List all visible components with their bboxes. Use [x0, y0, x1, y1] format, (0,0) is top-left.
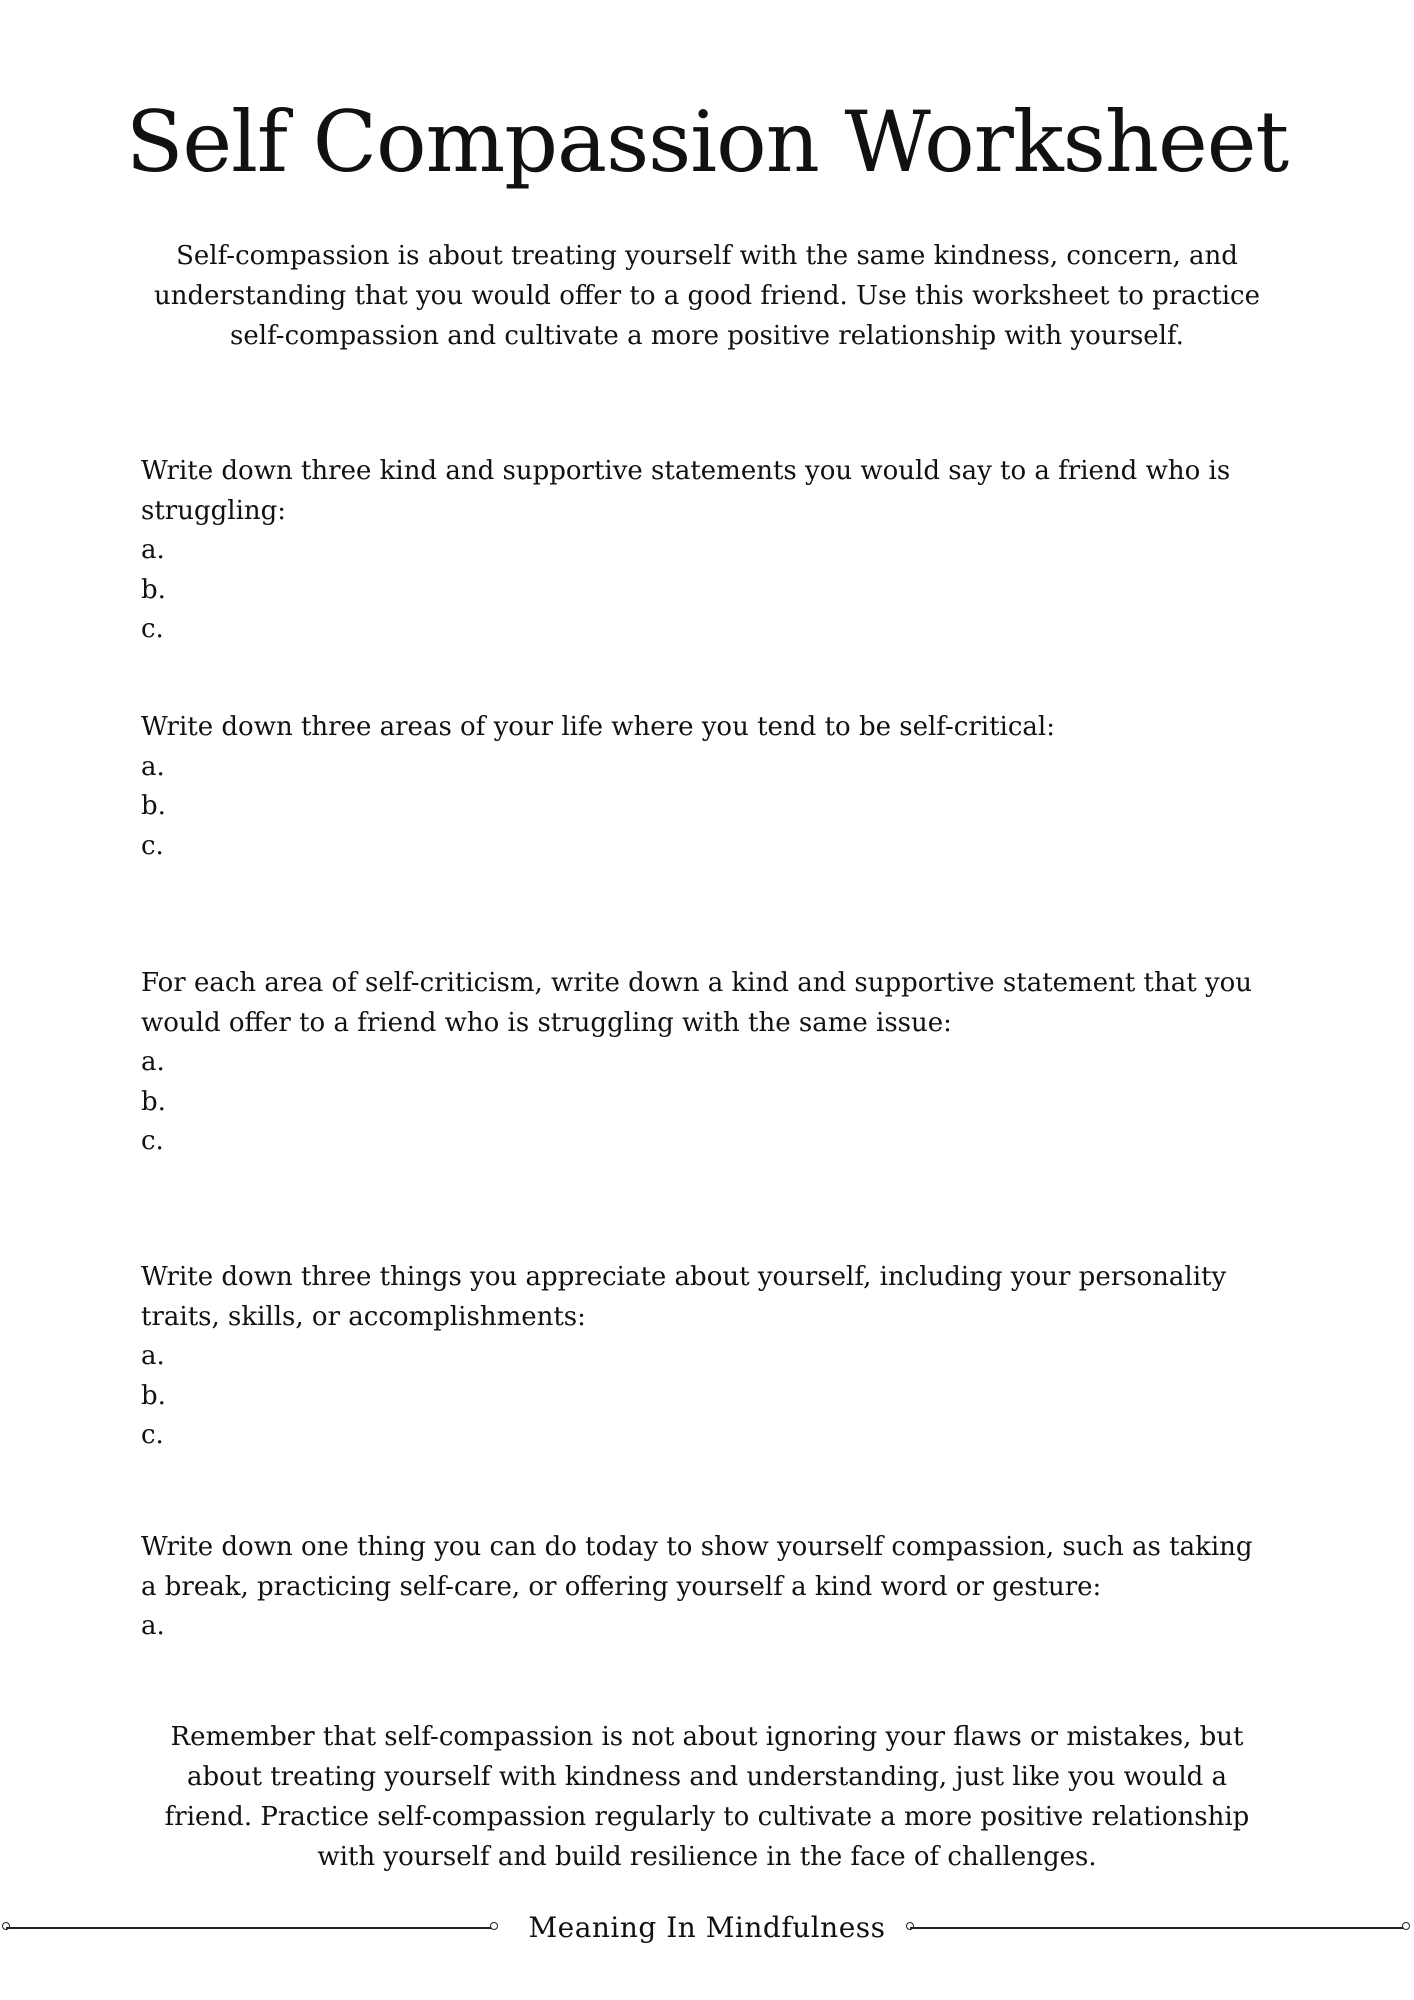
answer-line: b.: [141, 1380, 166, 1411]
answer-line: b.: [141, 791, 166, 821]
worksheet-section-1: [141, 452, 1276, 650]
worksheet-section-3: [141, 964, 1276, 1162]
footer-dot-icon: [490, 1922, 498, 1930]
answer-line: a.: [141, 535, 165, 565]
section-prompt: For each area of self-criticism, write down a kind and supportive statement that you would offer to a friend who is struggling with the same issue:: [141, 968, 1253, 1038]
footer-dot-icon: [906, 1922, 914, 1930]
worksheet-section-4: [141, 1258, 1276, 1456]
footer-brand: Meaning In Mindfulness: [528, 1911, 886, 1944]
answer-line: c.: [141, 614, 164, 644]
worksheet-section-5: [141, 1528, 1276, 1647]
answer-list: [141, 1043, 1276, 1162]
footer: [0, 1908, 1414, 1948]
answer-line: a.: [141, 1047, 165, 1077]
answer-line: a.: [141, 751, 165, 782]
answer-line: c.: [141, 1126, 164, 1156]
closing-paragraph: Remember that self-compassion is not about ignoring your flaws or mistakes, but about treating yourself with kindness and understanding, just like you would a friend. Practice self-compassion regularly to cultivate a more positive relationship with yourself and build resilience in the face of challenges.: [164, 1722, 1250, 1872]
answer-list: [141, 531, 1276, 650]
answer-line: b.: [141, 574, 166, 605]
section-prompt: Write down one thing you can do today to show yourself compassion, such as taking a break, practicing self-care, or offering yourself a kind word or gesture:: [141, 1532, 1253, 1602]
footer-dot-icon: [2, 1922, 10, 1930]
footer-divider-right: [910, 1927, 1404, 1929]
answer-line: b.: [141, 1086, 166, 1117]
section-prompt: Write down three areas of your life where you tend to be self-critical:: [141, 712, 1055, 742]
answer-line: a.: [141, 1611, 165, 1641]
worksheet-section-2: [141, 708, 1276, 866]
answer-line: c.: [141, 830, 164, 861]
footer-dot-icon: [1402, 1922, 1410, 1930]
answer-line: c.: [141, 1420, 164, 1450]
intro-paragraph: Self-compassion is about treating yourself with the same kindness, concern, and understanding that you would offer to a good friend. Use this worksheet to practice self-compassion and cultivate a more positive relationship with yourself.: [153, 241, 1260, 351]
page-title: Self Compassion Worksheet: [125, 93, 1289, 191]
answer-list: [141, 748, 1276, 867]
answer-list: [141, 1607, 1276, 1647]
section-prompt: Write down three kind and supportive statements you would say to a friend who is struggling:: [141, 456, 1231, 526]
section-prompt: Write down three things you appreciate about yourself, including your personality traits, skills, or accomplishments:: [141, 1262, 1227, 1332]
answer-list: [141, 1337, 1276, 1456]
footer-divider-left: [6, 1927, 494, 1929]
answer-line: a.: [141, 1341, 165, 1371]
